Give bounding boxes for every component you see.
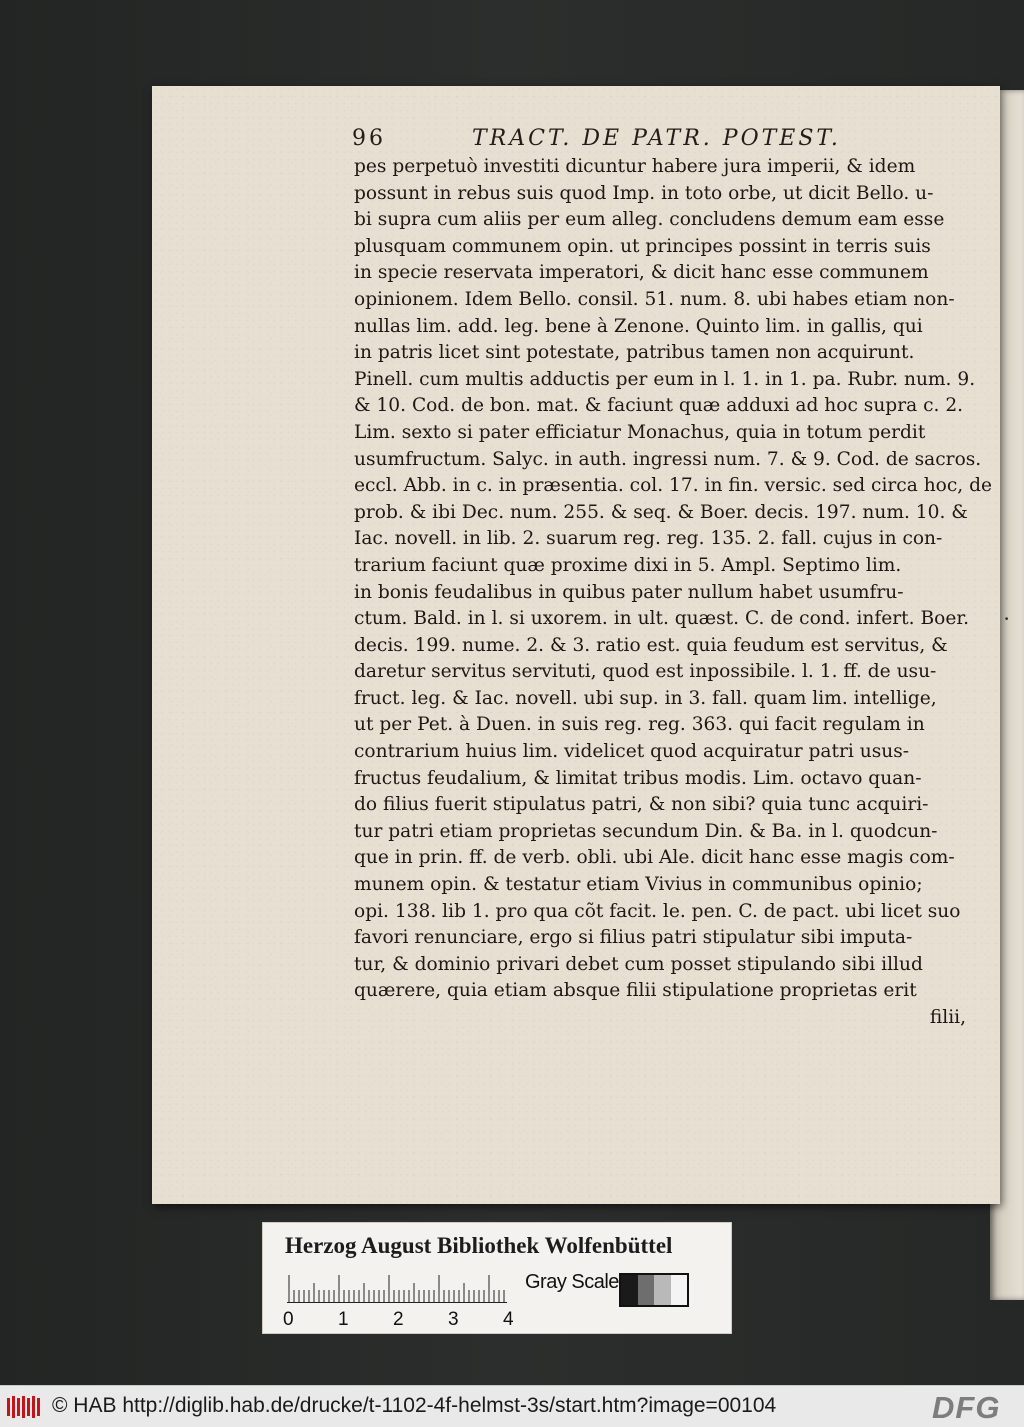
ruler-numbers [277,1309,537,1331]
text-line: ut per Pet. à Duen. in suis reg. reg. 363. qui facit regulam in [354,714,925,736]
next-page-edge: · [990,90,1024,1300]
text-line: decis. 199. nume. 2. & 3. ratio est. quia feudum est servitus, & [354,634,948,656]
library-name: Herzog August Bibliothek Wolfenbüttel [285,1233,673,1258]
gray-patch [621,1275,638,1305]
dfg-logo: DFG [932,1390,1001,1425]
text-line: contrarium huius lim. videlicet quod acquiratur patri usus- [354,741,910,763]
book-page [152,86,1000,1204]
text-line: nullas lim. add. leg. bene à Zenone. Quinto lim. in gallis, qui [354,315,923,337]
text-line: ctum. Bald. in l. si uxorem. in ult. quæst. C. de cond. infert. Boer. [354,608,970,630]
ruler-scale [287,1273,507,1303]
ruler-number: 0 [283,1309,294,1330]
text-line: munem opin. & testatur etiam Vivius in communibus opinio; [354,874,923,896]
text-line: opi. 138. lib 1. pro qua cõt facit. le. pen. C. de pact. ubi licet suo [354,900,961,922]
text-line: bi supra cum aliis per eum alleg. concludens demum eam esse [354,209,945,231]
text-line: daretur servitus servituti, quod est inpossibile. l. 1. ff. de usu- [354,661,937,683]
color-target-card [262,1222,732,1334]
text-line: possunt in rebus suis quod Imp. in toto orbe, ut dicit Bello. u- [354,182,934,204]
text-line: tur, & dominio privari debet cum posset stipulando sibi illud [354,953,923,975]
gray-patch [654,1275,671,1305]
text-line: Pinell. cum multis adductis per eum in l. 1. in 1. pa. Rubr. num. 9. [354,368,976,390]
gray-scale-bar [619,1273,689,1307]
ruler-number: 4 [503,1309,514,1330]
footer-bar [0,1385,1024,1427]
gray-patch [671,1275,688,1305]
text-line: in bonis feudalibus in quibus pater nullum habet usumfru- [354,581,904,603]
ruler-number: 2 [393,1309,404,1330]
text-line: trarium faciunt quæ proxime dixi in 5. Ampl. Septimo lim. [354,554,902,576]
text-line: fructus feudalium, & limitat tribus modis. Lim. octavo quan- [354,767,922,789]
text-line: pes perpetuò investiti dicuntur habere jura imperii, & idem [354,156,916,177]
ruler-number: 3 [448,1309,459,1330]
text-line: & 10. Cod. de bon. mat. & faciunt quæ adduxi ad hoc supra c. 2. [354,395,964,417]
text-line: in specie reservata imperatori, & dicit hanc esse communem [354,262,929,284]
text-line: que in prin. ff. de verb. obli. ubi Ale. dicit hanc esse magis com- [354,847,955,869]
text-line: fruct. leg. & Iac. novell. ubi sup. in 3. fall. quam lim. intellige, [354,687,937,709]
text-line: usumfructum. Salyc. in auth. ingressi num. 7. & 9. Cod. de sacros. [354,448,982,470]
running-head [352,126,972,156]
hab-logo-icon [6,1394,46,1420]
text-line: tur patri etiam proprietas secundum Din. & Ba. in l. quodcun- [354,820,938,842]
ruler-number: 1 [338,1309,349,1330]
text-line: in patris licet sint potestate, patribus tamen non acquirunt. [354,342,915,364]
text-line: plusquam communem opin. ut principes possint in terris suis [354,235,931,257]
running-head-title: TRACT. DE PATR. POTEST. [472,126,841,151]
text-line: Iac. novell. in lib. 2. suarum reg. reg. 135. 2. fall. cujus in con- [354,528,943,550]
text-line: favori renunciare, ergo si filius patri stipulatur sibi imputa- [354,927,913,949]
attribution-link[interactable]: © HAB http://diglib.hab.de/drucke/t-1102-4f-helmst-3s/start.htm?image=00104 [52,1394,777,1417]
gray-patch [638,1275,655,1305]
gray-scale-label: Gray Scale [525,1271,619,1293]
text-line: Lim. sexto si pater efficiatur Monachus, quia in totum perdit [354,421,926,443]
text-line: eccl. Abb. in c. in præsentia. col. 17. in fin. versic. sed circa hoc, de [354,475,992,497]
page-number: 96 [352,126,386,151]
catchword: filii, [929,1007,966,1028]
text-line: prob. & ibi Dec. num. 255. & seq. & Boer. decis. 197. num. 10. & [354,501,968,523]
text-line: do filius fuerit stipulatus patri, & non sibi? quia tunc acquiri- [354,794,929,816]
text-line: opinionem. Idem Bello. consil. 51. num. 8. ubi habes etiam non- [354,288,955,310]
body-text [354,154,992,1032]
text-line: quærere, quia etiam absque filii stipulatione proprietas erit [354,980,917,1002]
